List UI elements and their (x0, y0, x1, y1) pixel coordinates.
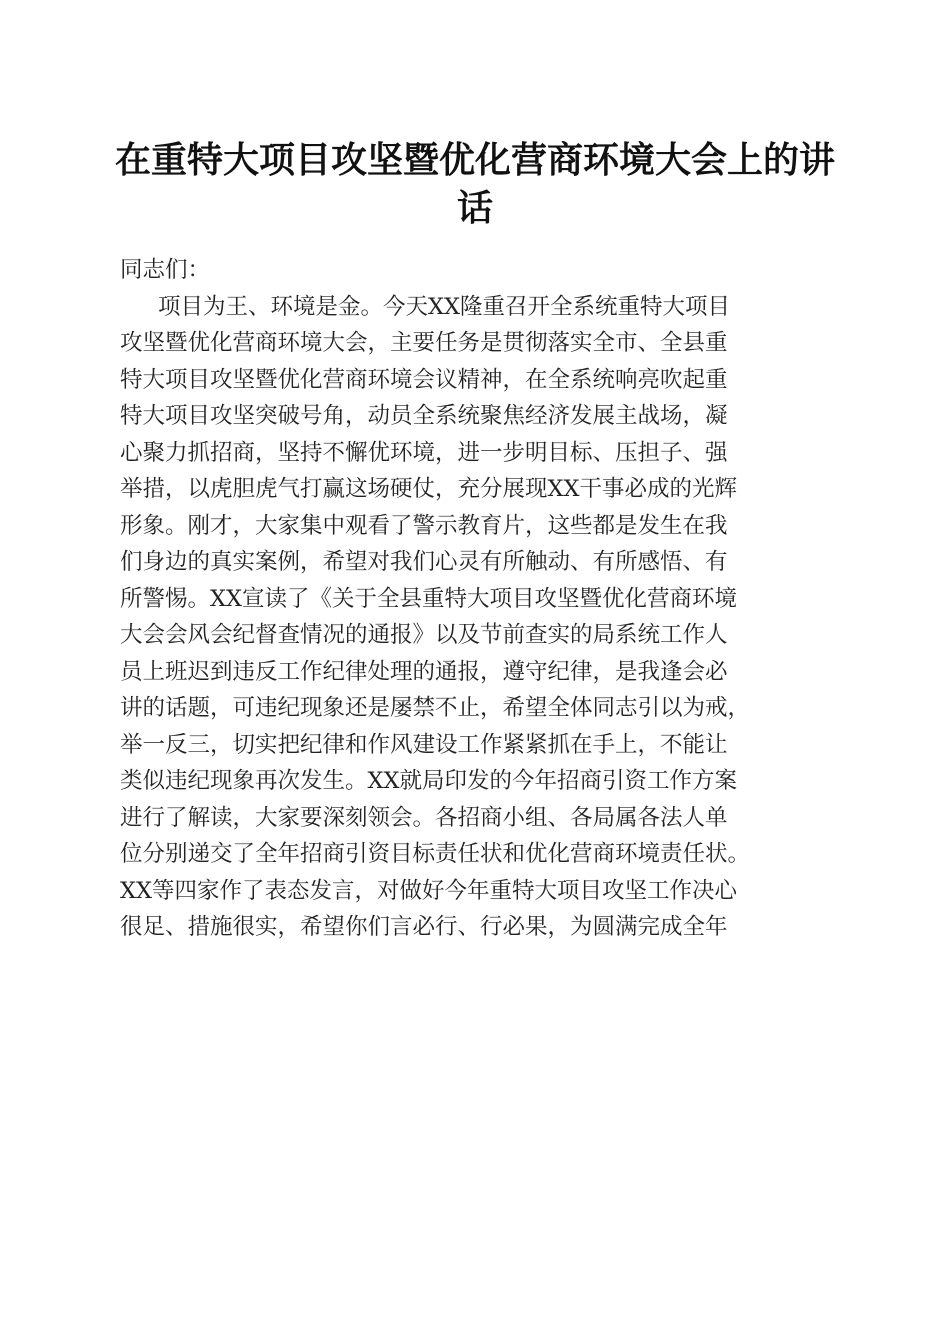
paragraph (120, 289, 840, 946)
title-line-2: 话 (456, 187, 493, 229)
text-line: 们身边的真实案例，希望对我们心灵有所触动、有所感悟、有 (120, 549, 728, 575)
text-line: 员上班迟到违反工作纪律处理的通报，遵守纪律，是我逢会必 (120, 658, 728, 685)
text-line: 大会会风会纪督查情况的通报》以及节前查实的局系统工作人 (120, 622, 728, 648)
salutation: 同志们： (120, 257, 211, 283)
document-title (100, 136, 850, 232)
text-line: 形象。刚才，大家集中观看了警示教育片，这些都是发生在我 (120, 512, 728, 539)
text-line: 举措，以虎胆虎气打赢这场硬仗，充分展现XX干事必成的光辉 (120, 476, 738, 502)
text-line: 讲的话题，可违纪现象还是屡禁不止，希望全体同志引以为戒， (120, 695, 751, 721)
text-line: 攻坚暨优化营商环境大会，主要任务是贯彻落实全市、全县重 (120, 330, 728, 356)
text-line: 很足、措施很实，希望你们言必行、行必果，为圆满完成全年 (120, 914, 728, 940)
text-line: 举一反三，切实把纪律和作风建设工作紧紧抓在手上，不能让 (120, 731, 728, 758)
text-line: 特大项目攻坚突破号角，动员全系统聚焦经济发展主战场，凝 (120, 403, 728, 429)
text-line: XX等四家作了表态发言，对做好今年重特大项目攻坚工作决心 (120, 877, 738, 904)
text-line: 位分别递交了全年招商引资目标责任状和优化营商环境责任状。 (120, 841, 751, 867)
text-line: 类似违纪现象再次发生。XX就局印发的今年招商引资工作方案 (120, 768, 738, 794)
text-line: 所警惕。XX宣读了《关于全县重特大项目攻坚暨优化营商环境 (120, 585, 738, 612)
text-line: 心聚力抓招商，坚持不懈优环境，进一步明目标、压担子、强 (120, 439, 728, 466)
title-line-1: 在重特大项目攻坚暨优化营商环境大会上的讲 (114, 139, 835, 181)
document-body (120, 252, 840, 946)
text-line: 项目为王、环境是金。今天XX隆重召开全系统重特大项目 (158, 293, 731, 320)
text-line: 特大项目攻坚暨优化营商环境会议精神，在全系统响亮吹起重 (120, 366, 728, 393)
text-line: 进行了解读，大家要深刻领会。各招商小组、各局属各法人单 (120, 804, 728, 831)
